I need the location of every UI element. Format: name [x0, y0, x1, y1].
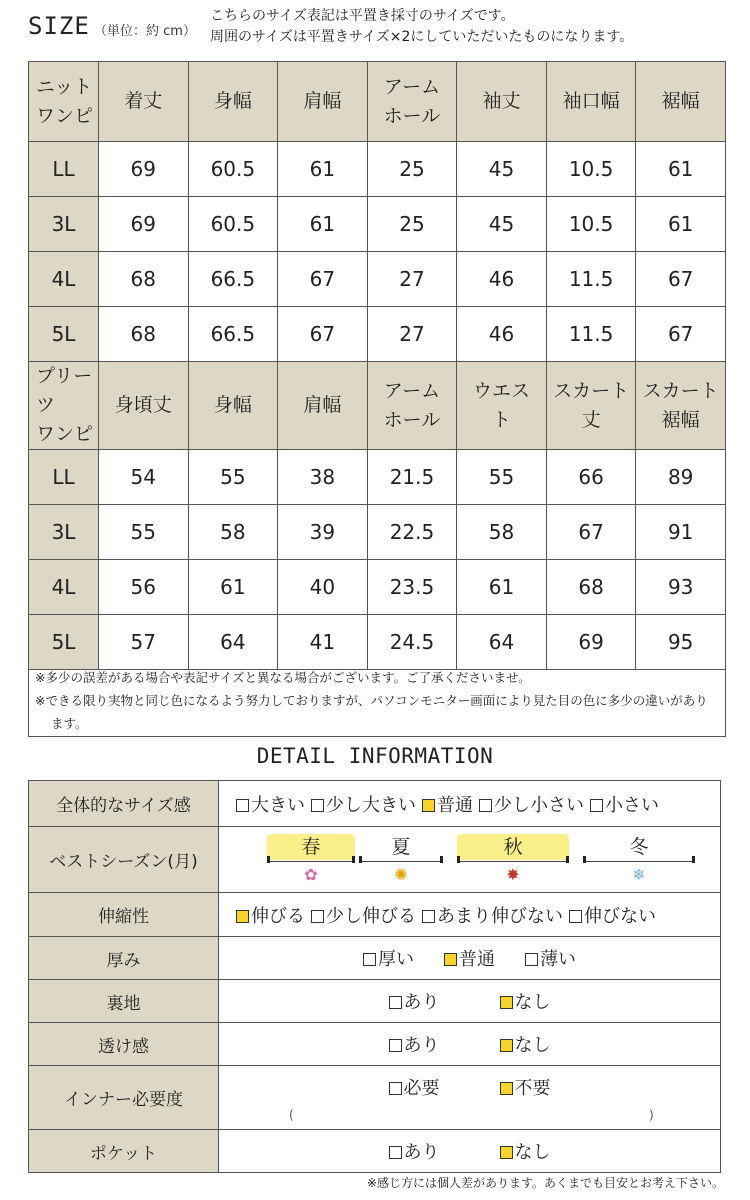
size-value: 55: [457, 450, 547, 505]
flower-icon: ✿: [304, 864, 318, 884]
size-value: 25: [367, 142, 457, 197]
size-label: 4L: [29, 252, 99, 307]
detail-options: [219, 893, 721, 937]
column-header: [367, 362, 457, 450]
size-value: 89: [636, 450, 726, 505]
size-title: SIZE: [28, 12, 90, 40]
checkbox-option: [569, 902, 656, 928]
size-value: 11.5: [546, 252, 636, 307]
column-header-line1: 裾幅: [661, 90, 700, 112]
checkbox-option: [389, 1138, 440, 1164]
detail-options: [219, 781, 721, 827]
size-value: 24.5: [367, 615, 457, 670]
size-value: 67: [278, 252, 368, 307]
table-row: [29, 450, 726, 505]
checkbox-option: [422, 791, 473, 817]
maple-leaf-icon: ✸: [506, 864, 520, 884]
season-range-line: [585, 861, 693, 863]
detail-label: ポケット: [29, 1130, 219, 1173]
table-row: [29, 505, 726, 560]
column-header-line2: ト: [492, 408, 512, 431]
option-label: 普通: [459, 949, 495, 970]
size-value: 60.5: [188, 142, 278, 197]
size-value: 68: [99, 252, 189, 307]
checkbox-option: [389, 1031, 440, 1057]
checked-box-icon: [500, 996, 513, 1009]
table-corner-label: [29, 62, 99, 142]
detail-row-inner: [29, 1066, 721, 1130]
detail-row-sheerness: [29, 1023, 721, 1066]
column-header-line1: ウエス: [473, 379, 531, 402]
column-header-line1: 身頃丈: [114, 394, 172, 416]
size-value: 67: [636, 307, 726, 362]
column-header: [636, 362, 726, 450]
size-header: [28, 6, 743, 54]
size-value: 68: [99, 307, 189, 362]
size-value: 10.5: [546, 197, 636, 252]
corner-line1: プリーツ: [36, 365, 93, 416]
size-value: 11.5: [546, 307, 636, 362]
size-value: 61: [278, 142, 368, 197]
size-value: 10.5: [546, 142, 636, 197]
column-header-line1: 身幅: [213, 90, 252, 112]
size-value: 67: [278, 307, 368, 362]
size-value: 54: [99, 450, 189, 505]
column-header-line2: 丈: [581, 408, 601, 431]
column-header-line1: 袖丈: [482, 90, 521, 112]
detail-row-best-season: [29, 827, 721, 893]
checkbox-option: [525, 945, 576, 971]
note-color: ※できる限り実物と同じ色になるよう努力しておりますが、パソコンモニター画面により見た目の色に多少の違いがあります。: [35, 693, 708, 731]
size-value: 56: [99, 560, 189, 615]
checkbox-option: [236, 902, 305, 928]
size-value: 25: [367, 197, 457, 252]
empty-box-icon: [389, 1082, 402, 1095]
size-value: 69: [546, 615, 636, 670]
table-row: [29, 197, 726, 252]
detail-table: [28, 780, 721, 1173]
option-label: 大きい: [251, 794, 305, 816]
corner-line2: ワンピ: [36, 423, 94, 445]
checkbox-option: [479, 791, 584, 817]
size-label: 4L: [29, 560, 99, 615]
empty-box-icon: [311, 910, 324, 923]
detail-label: 裏地: [29, 980, 219, 1023]
checkbox-option: [389, 1074, 440, 1100]
option-label: 不要: [514, 1078, 551, 1099]
checkbox-option: [389, 988, 440, 1014]
size-label: 3L: [29, 505, 99, 560]
size-value: 64: [188, 615, 278, 670]
size-value: 58: [188, 505, 278, 560]
option-label: なし: [514, 1142, 551, 1163]
corner-line2: ワンピ: [36, 104, 94, 127]
detail-options: [219, 1074, 720, 1100]
size-value: 27: [367, 252, 457, 307]
size-value: 69: [99, 197, 189, 252]
size-value: 66: [546, 450, 636, 505]
column-header: [546, 62, 636, 142]
option-label: 普通: [437, 794, 473, 816]
paren-left: (: [289, 1108, 294, 1122]
column-header-line1: アーム: [383, 379, 441, 402]
empty-box-icon: [389, 1039, 402, 1052]
column-header: [546, 362, 636, 450]
empty-box-icon: [479, 799, 492, 812]
size-value: 40: [278, 560, 368, 615]
size-value: 46: [457, 252, 547, 307]
checked-box-icon: [500, 1039, 513, 1052]
size-value: 68: [546, 560, 636, 615]
empty-box-icon: [236, 799, 249, 812]
size-value: 55: [99, 505, 189, 560]
size-note-line1: こちらのサイズ表記は平置き採寸のサイズです。: [210, 8, 515, 24]
checkbox-option: [311, 791, 416, 817]
empty-box-icon: [525, 953, 538, 966]
size-label: LL: [29, 142, 99, 197]
detail-row-lining: [29, 980, 721, 1023]
size-value: 46: [457, 307, 547, 362]
detail-row-thickness: [29, 937, 721, 980]
column-header: [278, 62, 368, 142]
paren-right: ): [649, 1108, 654, 1122]
checked-box-icon: [236, 910, 249, 923]
sunflower-icon: ✺: [394, 864, 408, 884]
column-header: [188, 362, 278, 450]
season-range-line: [361, 861, 441, 863]
size-value: 67: [636, 252, 726, 307]
column-header: [636, 62, 726, 142]
checkbox-option: [500, 1138, 551, 1164]
column-header: [457, 362, 547, 450]
detail-row-stretch: [29, 893, 721, 937]
checkbox-option: [444, 945, 495, 971]
size-value: 58: [457, 505, 547, 560]
column-header-line1: スカート: [642, 379, 719, 402]
option-label: あまり伸びない: [437, 905, 563, 927]
detail-options: [219, 1023, 721, 1066]
detail-options: [219, 1130, 721, 1173]
option-label: 薄い: [540, 949, 576, 970]
checkbox-option: [236, 791, 305, 817]
table-row: [29, 615, 726, 670]
column-header: [367, 62, 457, 142]
column-header-line1: 着丈: [124, 90, 163, 112]
empty-box-icon: [389, 996, 402, 1009]
season-cell: [219, 827, 721, 893]
size-value: 61: [188, 560, 278, 615]
size-label: 5L: [29, 307, 99, 362]
size-value: 57: [99, 615, 189, 670]
checked-box-icon: [444, 953, 457, 966]
size-value: 41: [278, 615, 368, 670]
detail-row-overall-size: [29, 781, 721, 827]
checkbox-option: [422, 902, 563, 928]
size-value: 93: [636, 560, 726, 615]
season-track: [219, 828, 720, 892]
checkbox-option: [500, 988, 551, 1014]
size-value: 95: [636, 615, 726, 670]
column-header-line1: アーム: [383, 75, 441, 98]
checkbox-option: [363, 945, 414, 971]
footnote: ※感じ方には個人差があります。あくまでも目安とお考え下さい。: [366, 1176, 724, 1190]
size-value: 21.5: [367, 450, 457, 505]
option-label: なし: [514, 1035, 551, 1056]
season-2: [457, 834, 569, 884]
column-header-line1: 肩幅: [303, 90, 342, 112]
checked-box-icon: [500, 1082, 513, 1095]
size-label: 3L: [29, 197, 99, 252]
column-header-line2: ホール: [383, 408, 441, 431]
size-unit: （単位：約 cm）: [94, 24, 196, 39]
size-value: 45: [457, 142, 547, 197]
column-header-line1: 肩幅: [303, 394, 342, 416]
size-table: [28, 61, 726, 670]
option-label: あり: [403, 1035, 440, 1056]
size-value: 39: [278, 505, 368, 560]
season-0: [267, 834, 355, 884]
season-3: [583, 834, 695, 884]
table-row: [29, 142, 726, 197]
column-header: [99, 62, 189, 142]
size-value: 64: [457, 615, 547, 670]
checkbox-option: [590, 791, 659, 817]
empty-box-icon: [590, 799, 603, 812]
empty-box-icon: [569, 910, 582, 923]
size-label: LL: [29, 450, 99, 505]
size-value: 55: [188, 450, 278, 505]
checkbox-option: [500, 1031, 551, 1057]
size-value: 69: [99, 142, 189, 197]
size-value: 61: [457, 560, 547, 615]
detail-label: ベストシーズン(月): [29, 827, 219, 893]
size-value: 23.5: [367, 560, 457, 615]
empty-box-icon: [363, 953, 376, 966]
column-header: [278, 362, 368, 450]
size-value: 27: [367, 307, 457, 362]
season-range-line: [459, 861, 567, 863]
size-note: [210, 6, 633, 48]
detail-options: [219, 980, 721, 1023]
column-header-line2: 裾幅: [661, 408, 700, 431]
option-label: 少し小さい: [494, 794, 584, 816]
season-range-line: [269, 861, 353, 863]
column-header: [99, 362, 189, 450]
column-header-line1: 袖口幅: [562, 90, 620, 112]
size-value: 66.5: [188, 252, 278, 307]
option-label: 伸びる: [251, 905, 305, 927]
detail-options: [219, 937, 721, 980]
knit-header-row: [29, 62, 726, 142]
option-label: 必要: [403, 1078, 440, 1099]
option-label: なし: [514, 992, 551, 1013]
checkbox-option: [311, 902, 416, 928]
size-value: 61: [636, 142, 726, 197]
option-label: 少し伸びる: [326, 905, 416, 927]
option-label: 小さい: [605, 794, 659, 816]
size-notes: [28, 663, 726, 737]
column-header: [457, 62, 547, 142]
size-label: 5L: [29, 615, 99, 670]
size-value: 60.5: [188, 197, 278, 252]
detail-row-pocket: [29, 1130, 721, 1173]
inner-cell: [219, 1066, 721, 1130]
detail-label: 厚み: [29, 937, 219, 980]
detail-label: 全体的なサイズ感: [29, 781, 219, 827]
table-row: [29, 307, 726, 362]
column-header-line1: 身幅: [213, 394, 252, 416]
checked-box-icon: [500, 1146, 513, 1159]
size-value: 66.5: [188, 307, 278, 362]
snowflake-icon: ❄: [632, 864, 646, 884]
pleats-header-row: [29, 362, 726, 450]
detail-label: インナー必要度: [29, 1066, 219, 1130]
size-value: 67: [546, 505, 636, 560]
empty-box-icon: [311, 799, 324, 812]
table-row: [29, 560, 726, 615]
note-tolerance: ※多少の誤差がある場合や表記サイズと異なる場合がございます。ご了承くださいませ。: [35, 670, 531, 685]
detail-label: 透け感: [29, 1023, 219, 1066]
column-header: [188, 62, 278, 142]
size-value: 38: [278, 450, 368, 505]
empty-box-icon: [422, 910, 435, 923]
season-1: [359, 834, 443, 884]
option-label: 厚い: [378, 949, 414, 970]
size-note-line2: 周囲のサイズは平置きサイズ×2にしていただいたものになります。: [210, 29, 634, 45]
season-name: 夏: [391, 835, 411, 858]
table-corner-label: [29, 362, 99, 450]
empty-box-icon: [389, 1146, 402, 1159]
option-label: あり: [403, 992, 440, 1013]
column-header-line1: スカート: [553, 379, 630, 402]
option-label: 伸びない: [584, 905, 656, 927]
option-label: あり: [403, 1142, 440, 1163]
column-header-line2: ホール: [383, 104, 441, 127]
table-row: [29, 252, 726, 307]
season-name: 春: [301, 835, 321, 858]
size-value: 22.5: [367, 505, 457, 560]
option-label: 少し大きい: [326, 794, 416, 816]
corner-line1: ニット: [36, 75, 93, 98]
size-value: 61: [636, 197, 726, 252]
size-value: 91: [636, 505, 726, 560]
checked-box-icon: [422, 799, 435, 812]
size-value: 45: [457, 197, 547, 252]
checkbox-option: [500, 1074, 551, 1100]
size-value: 61: [278, 197, 368, 252]
detail-title: DETAIL INFORMATION: [256, 744, 494, 768]
season-name: 冬: [629, 835, 649, 858]
detail-label: 伸縮性: [29, 893, 219, 937]
season-name: 秋: [503, 835, 523, 858]
